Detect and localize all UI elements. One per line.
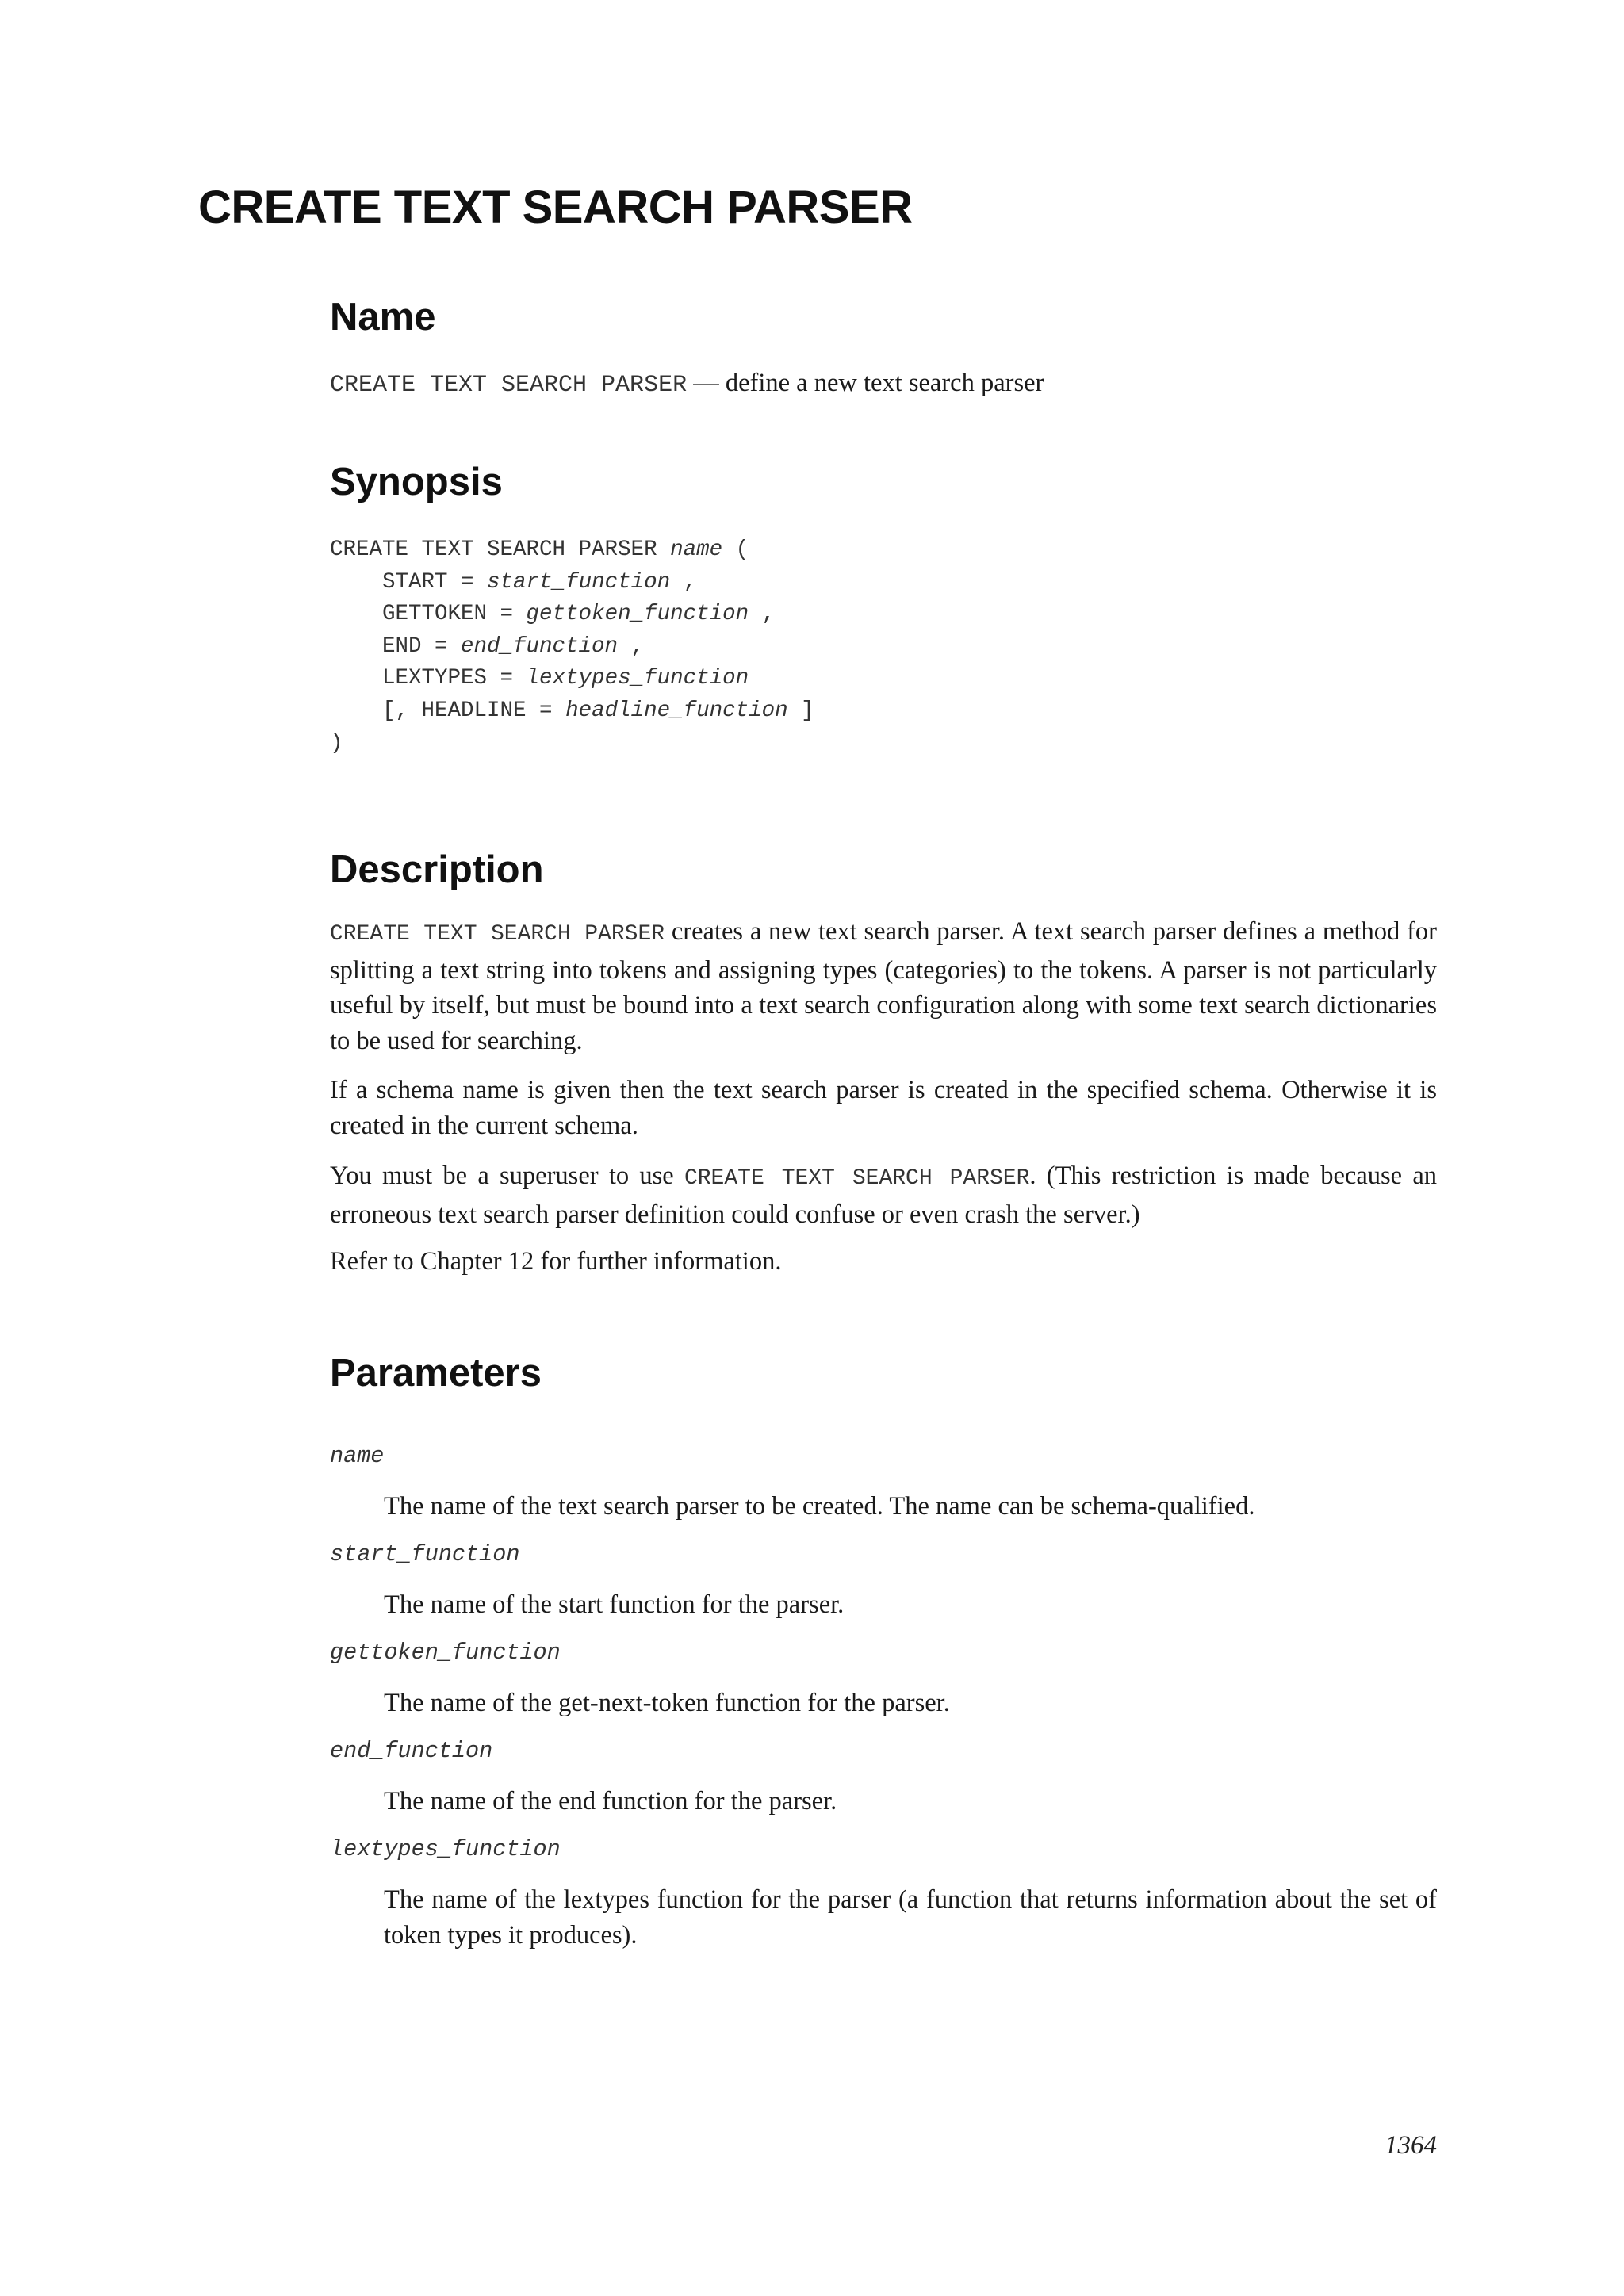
- synopsis-placeholder: end_function: [461, 633, 619, 659]
- param-desc-gettoken-function: The name of the get-next-token function for the parser.: [384, 1689, 950, 1717]
- description-paragraph-1: [330, 914, 1437, 1058]
- synopsis-placeholder: headline_function: [565, 698, 788, 723]
- description-paragraph-4: Refer to Chapter 12 for further information.: [330, 1247, 782, 1276]
- synopsis-keyword-text: ,: [670, 569, 697, 595]
- name-purpose: — define a new text search parser: [693, 369, 1044, 397]
- description-text: creates a new text search parser. A text search parser defines a method for splitting a text string into tokens and assigning types (categories) to the tokens. A parser is not particularly useful by itself, but must be bound into a text search configuration along with some text search dictionaries to be used for searching.: [330, 917, 1437, 1055]
- param-term-end-function: end_function: [330, 1738, 493, 1764]
- name-line: [330, 365, 1044, 403]
- description-heading: Description: [330, 848, 544, 891]
- param-term-name: name: [330, 1443, 385, 1469]
- synopsis-line: [330, 666, 749, 691]
- synopsis-code-block: [330, 534, 814, 760]
- synopsis-keyword-text: [, HEADLINE =: [330, 698, 566, 723]
- synopsis-keyword-text: ,: [749, 602, 776, 627]
- param-term-lextypes-function: lextypes_function: [330, 1836, 561, 1862]
- inline-code: CREATE TEXT SEARCH PARSER: [330, 922, 665, 947]
- param-desc-start-function: The name of the start function for the parser.: [384, 1590, 845, 1619]
- inline-code: CREATE TEXT SEARCH PARSER: [684, 1166, 1030, 1191]
- synopsis-line: [330, 570, 696, 595]
- synopsis-keyword-text: END =: [330, 633, 462, 659]
- param-term-start-function: start_function: [330, 1541, 520, 1567]
- synopsis-keyword-text: (: [722, 538, 749, 562]
- page-title: CREATE TEXT SEARCH PARSER: [198, 182, 913, 233]
- description-paragraph-3: [330, 1158, 1437, 1232]
- synopsis-keyword-text: CREATE TEXT SEARCH PARSER: [330, 538, 671, 562]
- param-desc-end-function: The name of the end function for the parser.: [384, 1787, 837, 1816]
- synopsis-placeholder: start_function: [487, 569, 671, 595]
- param-desc-name: The name of the text search parser to be created. The name can be schema-qualified.: [384, 1492, 1255, 1521]
- synopsis-line: [330, 602, 775, 626]
- synopsis-placeholder: name: [670, 538, 723, 562]
- parameters-heading: Parameters: [330, 1352, 542, 1395]
- description-text: . (This restriction is made because an erroneous text search parser definition could confuse or even crash the server.): [330, 1161, 1437, 1229]
- page-number: 1364: [1385, 2131, 1437, 2160]
- name-heading: Name: [330, 296, 436, 339]
- synopsis-line: [330, 538, 749, 562]
- description-paragraph-2: If a schema name is given then the text search parser is created in the specified schema. Otherwise it is created in the current schema.: [330, 1076, 1437, 1140]
- synopsis-keyword-text: ): [330, 730, 343, 756]
- synopsis-heading: Synopsis: [330, 461, 503, 503]
- synopsis-keyword-text: ,: [618, 633, 645, 659]
- name-command: CREATE TEXT SEARCH PARSER: [330, 372, 688, 399]
- synopsis-line: [330, 698, 814, 723]
- synopsis-keyword-text: LEXTYPES =: [330, 666, 527, 691]
- synopsis-line: [330, 731, 343, 756]
- synopsis-keyword-text: ]: [787, 698, 814, 723]
- synopsis-keyword-text: START =: [330, 569, 488, 595]
- description-text: You must be a superuser to use: [330, 1161, 684, 1190]
- param-term-gettoken-function: gettoken_function: [330, 1640, 561, 1666]
- synopsis-placeholder: gettoken_function: [526, 602, 749, 627]
- synopsis-keyword-text: GETTOKEN =: [330, 602, 527, 627]
- param-desc-lextypes-function: The name of the lextypes function for the parser (a function that returns information about the set of token types it produces).: [384, 1885, 1437, 1950]
- synopsis-placeholder: lextypes_function: [526, 666, 749, 691]
- synopsis-line: [330, 634, 644, 659]
